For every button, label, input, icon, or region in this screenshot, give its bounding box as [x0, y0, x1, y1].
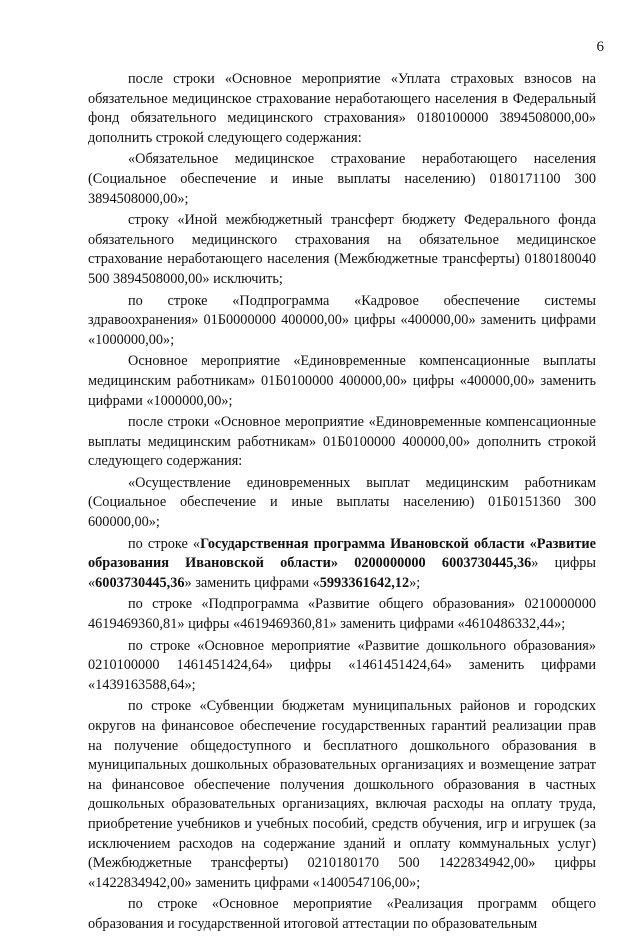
paragraph-personnel-subprogram: по строке «Подпрограмма «Кадровое обеспечение системы здравоохранения» 01Б0000000 400000,00» цифры «400000,00» заменить цифрами «1000000,00»;: [88, 292, 596, 348]
paragraph-compensation-payments: Основное мероприятие «Единовременные компенсационные выплаты медицинским работникам» 01Б0100000 400000,00» цифры «400000,00» заменить цифрами «1000000,00»;: [88, 353, 596, 409]
paragraph-subventions: по строке «Субвенции бюджетам муниципальных районов и городских округов на финансовое обеспечение государственных гарантий реализации прав на получение общедоступного и бесплатного дошкольного образования в муниципальных дошкольных образовательных организациях и возмещение затрат на финансовое обеспечение получения дошкольного образования в частных дошкольных образовательных организациях, включая расходы на оплату труда, приобретение учебников и учебных пособий, средств обучения, игр и игрушек (за исключением расходов на содержание зданий и оплату коммунальных услуг) (Межбюджетные трансферты) 0210180170 500 1422834942,00» цифры «1422834942,00» заменить цифрами «1400547106,00»;: [88, 698, 596, 891]
bold-program-title: Государственная программа Ивановской области «Развитие образования Ивановской области» 0200000000 6003730445,36: [88, 535, 596, 572]
paragraph-insert-after-compensation: после строки «Основное мероприятие «Единовременные компенсационные выплаты медицинским работникам» 01Б0100000 400000,00» дополнить строкой следующего содержания:: [88, 414, 596, 470]
paragraph-new-line-payments: «Осуществление единовременных выплат медицинским работникам (Социальное обеспечение и иные выплаты населению) 01Б0151360 300 600000,00»;: [88, 474, 596, 531]
paragraph-general-education-subprogram: по строке «Подпрограмма «Развитие общего образования» 0210000000 4619469360,81» цифры «4619469360,81» заменить цифрами «4610486332,44»;: [88, 596, 596, 633]
document-body: [88, 70, 596, 937]
text-fragment: по строке «: [128, 535, 201, 552]
paragraph-education-program: [88, 535, 596, 594]
bold-new-amount: 5993361642,12: [319, 574, 410, 591]
paragraph-preschool-development: по строке «Основное мероприятие «Развитие дошкольного образования» 0210100000 1461451424,64» цифры «1461451424,64» заменить цифрами «1439163588,64»;: [88, 637, 596, 693]
paragraph-new-line-insurance: «Обязательное медицинское страхование неработающего населения (Социальное обеспечение и иные выплаты населению) 0180171100 300 3894508000,00»;: [88, 151, 596, 207]
page-number: 6: [596, 39, 604, 55]
text-fragment: » цифры «: [88, 555, 596, 591]
text-fragment: » заменить цифрами «: [184, 574, 320, 591]
paragraph-general-education-programs: по строке «Основное мероприятие «Реализация программ общего образования и государственной итоговой аттестации по образовательным: [88, 896, 596, 932]
paragraph-exclude-transfer: строку «Иной межбюджетный трансферт бюджету Федерального фонда обязательного медицинского страхования на обязательное медицинское страхование неработающего населения (Межбюджетные трансферты) 0180180040 500 3894508000,00» исключить;: [88, 212, 596, 287]
paragraph-insert-after-insurance: после строки «Основное мероприятие «Уплата страховых взносов на обязательное медицинское страхование неработающего населения в Федеральный фонд обязательного медицинского страхования» 0180100000 3894508000,00» дополнить строкой следующего содержания:: [88, 71, 596, 146]
text-fragment: »;: [409, 574, 421, 591]
bold-old-amount: 6003730445,36: [95, 574, 185, 591]
